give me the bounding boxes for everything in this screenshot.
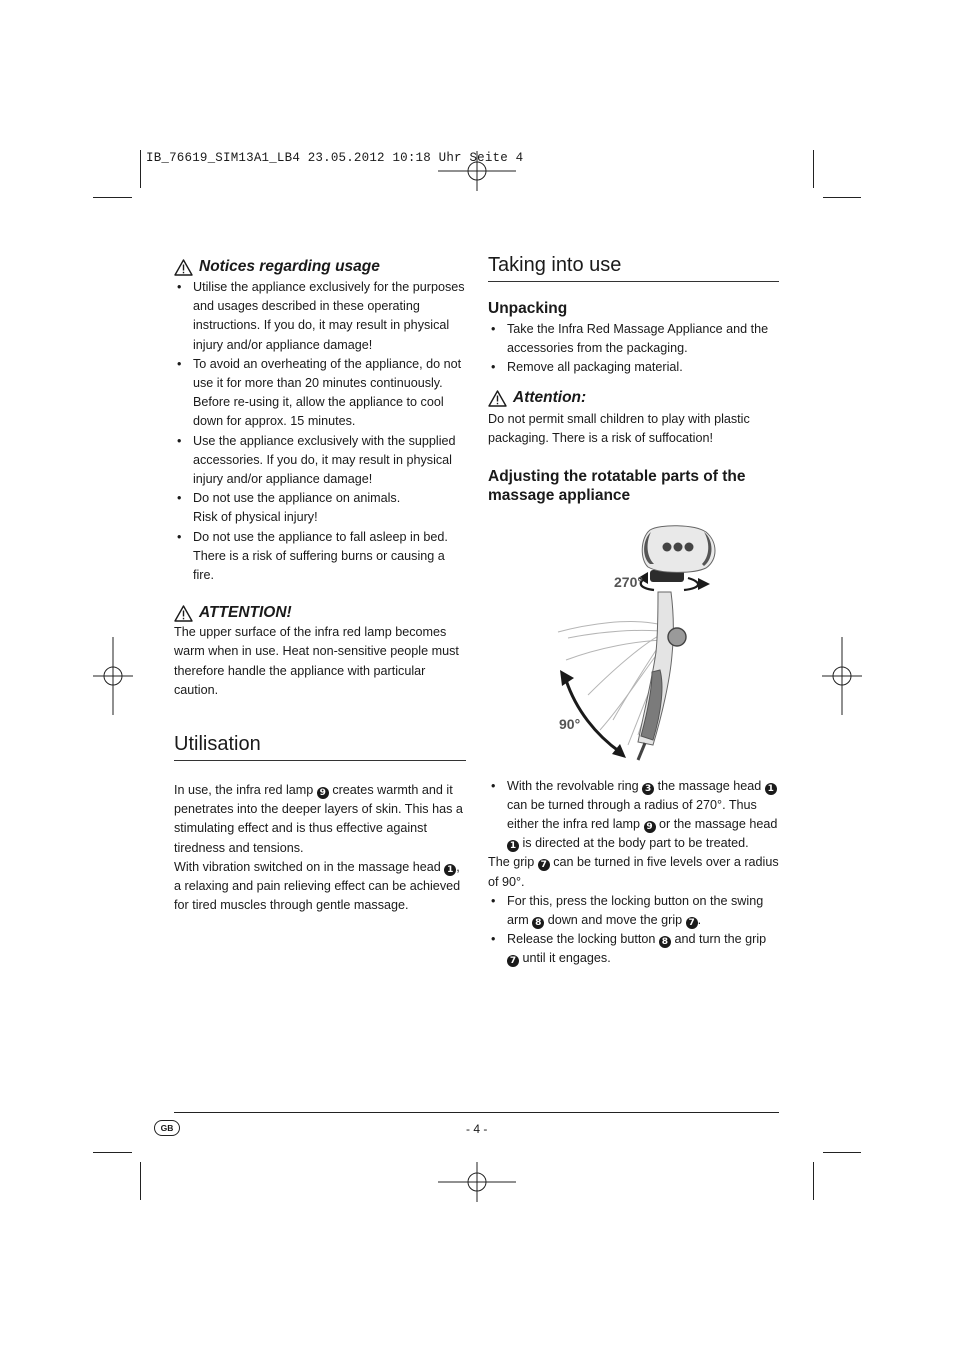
massage-appliance-figure — [488, 520, 779, 770]
number-badge: 3 — [642, 783, 654, 795]
number-badge: 8 — [532, 917, 544, 929]
registration-mark-top — [438, 151, 516, 191]
print-header: IB_76619_SIM13A1_LB4 23.05.2012 10:18 Uhr Seite 4 — [146, 151, 524, 165]
list-item-text: Risk of physical injury! — [193, 510, 318, 525]
list-item: • Use the appliance exclusively with the supplied accessories. If you do, it may result in physical injury and/or appliance damage! — [174, 432, 466, 490]
list-item: • For this, press the locking button on the swing arm 8 down and move the grip 7 . — [488, 892, 779, 930]
registration-mark-left — [93, 637, 133, 715]
list-item: • With the revolvable ring 3 the massage head 1 can be turned through a radius of 270°. Thus either the infra red lamp 9 or the massage head 1 is directed at the body part to be treated. — [488, 777, 779, 854]
grip-steps-list — [488, 892, 779, 969]
page-number: - 4 - — [466, 1122, 488, 1136]
number-badge: 1 — [444, 864, 456, 876]
right-column — [488, 254, 779, 969]
attention-title: Attention: — [513, 389, 587, 407]
notices-title: Notices regarding usage — [199, 258, 380, 275]
list-item-text: Do not use the appliance on animals. — [193, 491, 401, 506]
number-badge: 7 — [507, 955, 519, 967]
attention-heading — [488, 389, 779, 407]
warning-triangle-icon — [174, 605, 193, 622]
rotation-90-label: 90° — [559, 715, 581, 732]
rotation-270-label: 270° — [614, 573, 643, 590]
number-badge: 7 — [686, 917, 698, 929]
utilisation-p2: With vibration switched on in the massage head 1 , a relaxing and pain relieving effect can be achieved for tired muscles through gentle massage. — [174, 859, 461, 913]
number-badge: 1 — [507, 840, 519, 852]
number-badge: 8 — [659, 936, 671, 948]
left-column — [174, 258, 466, 915]
warning-triangle-icon — [488, 390, 507, 407]
list-item: • Do not use the appliance to fall asleep in bed. There is a risk of suffering burns or causing a fire. — [174, 528, 466, 586]
warning-triangle-icon — [174, 259, 193, 276]
list-item — [174, 489, 466, 527]
list-item: • Utilise the appliance exclusively for the purposes and usages described in these operating instructions. If you do, it may result in physical injury and/or appliance damage! — [174, 278, 466, 355]
notices-list — [174, 278, 466, 585]
ring-list — [488, 777, 779, 854]
attention-caps-text: The upper surface of the infra red lamp becomes warm when in use. Heat non-sensitive people must therefore handle the appliance with particular caution. — [174, 625, 459, 697]
country-badge: GB — [154, 1120, 180, 1136]
massage-appliance-illustration — [488, 520, 779, 770]
footer-rule — [174, 1112, 779, 1113]
utilisation-p1: In use, the infra red lamp 9 creates warmth and it penetrates into the deeper layers of skin. This has a stimulating effect and is thus effective against tiredness and tensions. — [174, 783, 463, 855]
utilisation-title: Utilisation — [174, 733, 466, 761]
list-item: • Take the Infra Red Massage Appliance and the accessories from the packaging. — [488, 320, 779, 358]
notices-heading — [174, 258, 466, 276]
registration-mark-right — [822, 637, 862, 715]
grip-text: The grip 7 can be turned in five levels over a radius of 90°. — [488, 855, 779, 889]
attention-text: Do not permit small children to play with plastic packaging. There is a risk of suffocation! — [488, 412, 750, 446]
list-item: • Release the locking button 8 and turn the grip 7 until it engages. — [488, 930, 779, 968]
list-item: • Remove all packaging material. — [488, 358, 779, 377]
number-badge: 9 — [317, 787, 329, 799]
unpacking-title: Unpacking — [488, 300, 568, 317]
unpacking-list — [488, 320, 779, 378]
number-badge: 9 — [644, 821, 656, 833]
registration-mark-bottom — [438, 1162, 516, 1202]
attention-caps-title: ATTENTION! — [199, 604, 292, 622]
taking-into-use-title: Taking into use — [488, 254, 779, 282]
number-badge: 1 — [765, 783, 777, 795]
attention-caps-heading — [174, 604, 466, 622]
adjusting-title: Adjusting the rotatable parts of the massage appliance — [488, 467, 746, 505]
number-badge: 7 — [538, 859, 550, 871]
list-item: • To avoid an overheating of the appliance, do not use it for more than 20 minutes continuously. Before re-using it, allow the appliance to cool down for approx. 15 minutes. — [174, 355, 466, 432]
